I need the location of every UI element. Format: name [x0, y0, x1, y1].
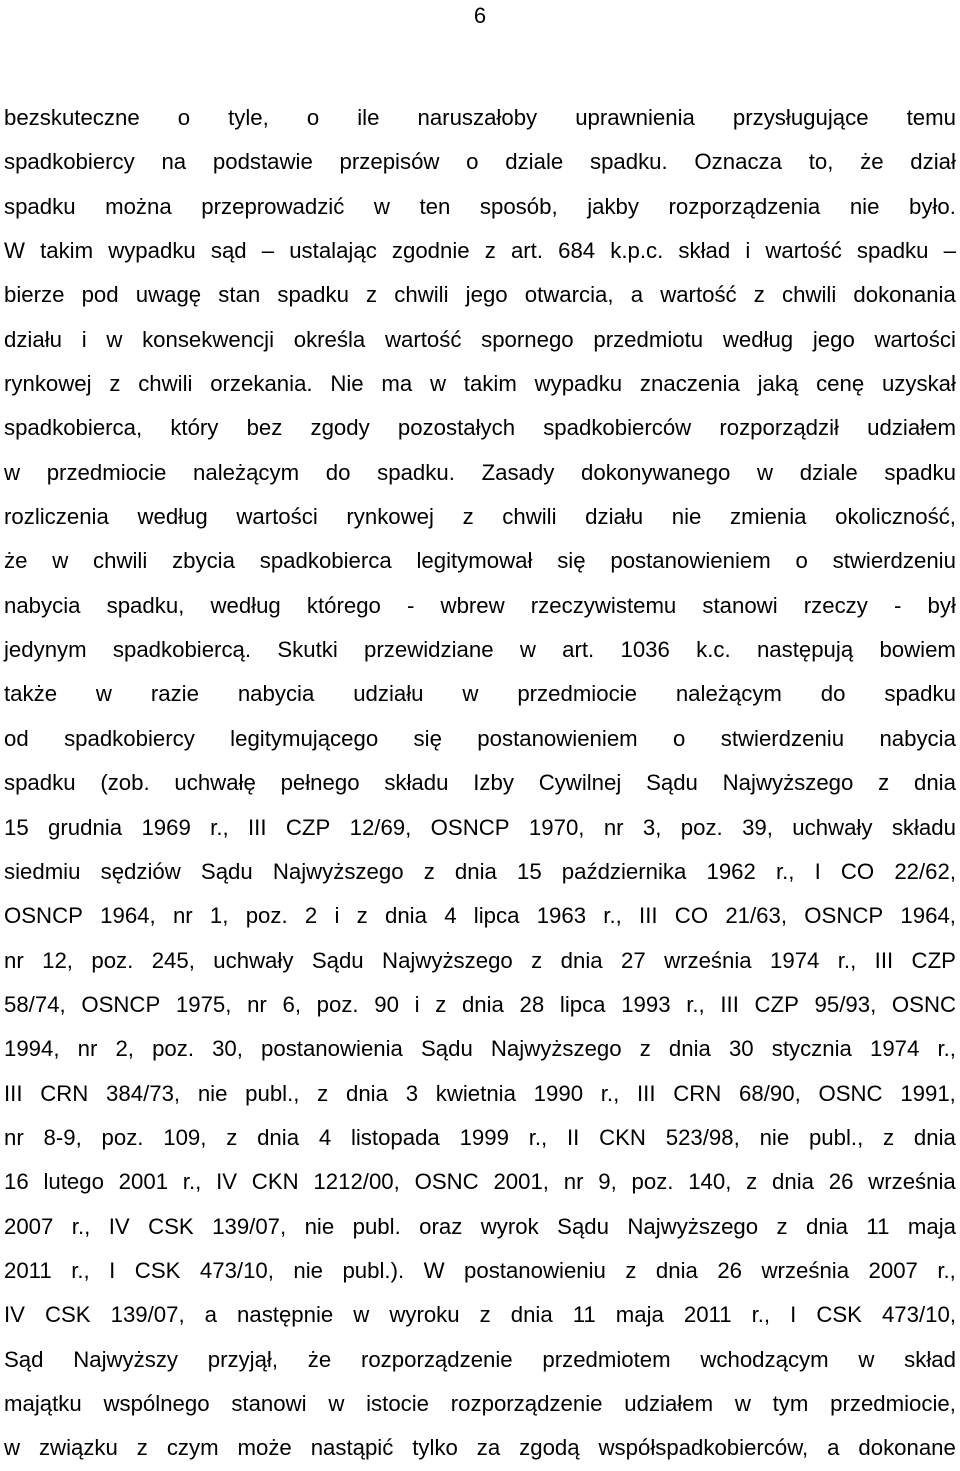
text-line: 2007 r., IV CSK 139/07, nie publ. oraz wyrok Sądu Najwyższego z dnia 11 maja: [4, 1213, 956, 1239]
text-line: także w razie nabycia udziału w przedmiocie należącym do spadku: [4, 681, 956, 707]
text-line: że w chwili zbycia spadkobierca legitymował się postanowieniem o stwierdzeniu: [4, 548, 956, 574]
text-line: od spadkobiercy legitymującego się postanowieniem o stwierdzeniu nabycia: [4, 725, 956, 751]
text-line: 15 grudnia 1969 r., III CZP 12/69, OSNCP 1970, nr 3, poz. 39, uchwały składu: [4, 814, 956, 840]
text-line: jedynym spadkobiercą. Skutki przewidziane w art. 1036 k.c. następują bowiem: [4, 637, 956, 663]
text-line: rynkowej z chwili orzekania. Nie ma w takim wypadku znaczenia jaką cenę uzyskał: [4, 371, 956, 397]
text-line: Sąd Najwyższy przyjął, że rozporządzenie przedmiotem wchodzącym w skład: [4, 1346, 956, 1372]
text-line: nr 8-9, poz. 109, z dnia 4 listopada 1999 r., II CKN 523/98, nie publ., z dnia: [4, 1124, 956, 1150]
text-line: OSNCP 1964, nr 1, poz. 2 i z dnia 4 lipca 1963 r., III CO 21/63, OSNCP 1964,: [4, 903, 956, 929]
text-line: spadku można przeprowadzić w ten sposób, jakby rozporządzenia nie było.: [4, 193, 956, 219]
text-line: W takim wypadku sąd – ustalając zgodnie z art. 684 k.p.c. skład i wartość spadku –: [4, 238, 956, 264]
text-line: 1994, nr 2, poz. 30, postanowienia Sądu Najwyższego z dnia 30 stycznia 1974 r.,: [4, 1036, 956, 1062]
text-line: nr 12, poz. 245, uchwały Sądu Najwyższego z dnia 27 września 1974 r., III CZP: [4, 947, 956, 973]
text-line: działu i w konsekwencji określa wartość spornego przedmiotu według jego wartości: [4, 326, 956, 352]
text-line: spadkobiercy na podstawie przepisów o dziale spadku. Oznacza to, że dział: [4, 149, 956, 175]
text-line: III CRN 384/73, nie publ., z dnia 3 kwietnia 1990 r., III CRN 68/90, OSNC 1991,: [4, 1080, 956, 1106]
text-line: 2011 r., I CSK 473/10, nie publ.). W postanowieniu z dnia 26 września 2007 r.,: [4, 1257, 956, 1283]
body-paragraph: [4, 96, 956, 1471]
page-number: 6: [473, 3, 487, 28]
text-line: bezskuteczne o tyle, o ile naruszałoby uprawnienia przysługujące temu: [4, 105, 956, 130]
text-line: 58/74, OSNCP 1975, nr 6, poz. 90 i z dnia 28 lipca 1993 r., III CZP 95/93, OSNC: [4, 991, 956, 1017]
text-line: w przedmiocie należącym do spadku. Zasady dokonywanego w dziale spadku: [4, 459, 956, 485]
text-line: bierze pod uwagę stan spadku z chwili jego otwarcia, a wartość z chwili dokonania: [4, 282, 956, 308]
text-line: spadku (zob. uchwałę pełnego składu Izby Cywilnej Sądu Najwyższego z dnia: [4, 770, 956, 796]
text-line: siedmiu sędziów Sądu Najwyższego z dnia 15 października 1962 r., I CO 22/62,: [4, 858, 956, 884]
text-line: IV CSK 139/07, a następnie w wyroku z dnia 11 maja 2011 r., I CSK 473/10,: [4, 1302, 956, 1328]
text-line: rozliczenia według wartości rynkowej z chwili działu nie zmienia okoliczność,: [4, 504, 956, 530]
text-line: 16 lutego 2001 r., IV CKN 1212/00, OSNC 2001, nr 9, poz. 140, z dnia 26 września: [4, 1169, 956, 1195]
text-line: w związku z czym może nastąpić tylko za zgodą współspadkobierców, a dokonane: [4, 1435, 956, 1461]
text-line: nabycia spadku, według którego - wbrew rzeczywistemu stanowi rzeczy - był: [4, 592, 956, 618]
text-line: majątku wspólnego stanowi w istocie rozporządzenie udziałem w tym przedmiocie,: [4, 1390, 956, 1416]
text-line: spadkobierca, który bez zgody pozostałych spadkobierców rozporządził udziałem: [4, 415, 956, 441]
